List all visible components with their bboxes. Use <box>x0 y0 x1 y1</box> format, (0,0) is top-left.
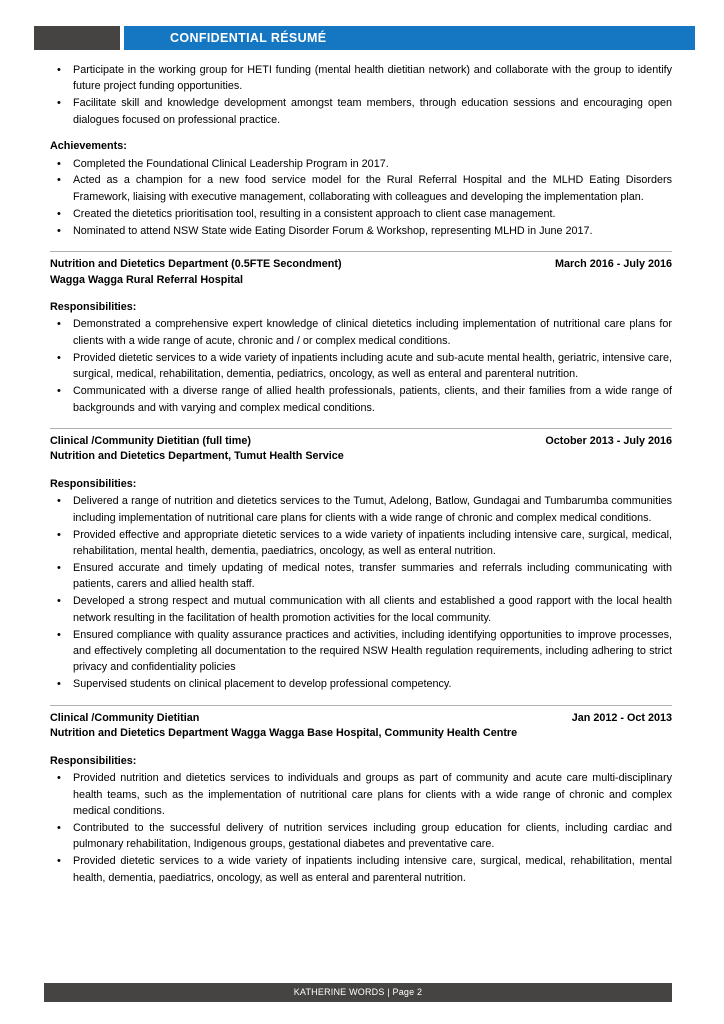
responsibilities-list <box>50 770 672 886</box>
list-item: • Demonstrated a comprehensive expert knowledge of clinical dietetics including implementation of nutritional care plans for clients with a wide range of acute, chronic and / or complex medical conditions. <box>50 316 672 349</box>
list-item: • Developed a strong respect and mutual communication with all clients and established a good rapport with the local health network resulting in the facilitation of health promotion activities for the local community. <box>50 593 672 626</box>
header-title: CONFIDENTIAL RÉSUMÉ <box>170 31 327 45</box>
document-footer <box>44 983 672 1002</box>
responsibilities-list <box>50 316 672 415</box>
list-item: • Acted as a champion for a new food service model for the Rural Referral Hospital and the MLHD Eating Disorders Framework, liaising with executive management, collaborating with colleagues and developing the implementation plan. <box>50 172 672 205</box>
list-item: • Ensured accurate and timely updating of medical notes, transfer summaries and referrals including communicating with patients, carers and allied health staff. <box>50 560 672 593</box>
header-accent-block <box>34 26 120 50</box>
achievements-list <box>50 156 672 240</box>
job-header-row <box>50 257 672 273</box>
section-divider <box>50 705 672 706</box>
list-item: • Ensured compliance with quality assurance practices and activities, including identifying opportunities to improve processes, and effectively completing all documentation to the required NSW Health regulation requirements, including adhering to strict privacy and confidentiality policies <box>50 627 672 676</box>
list-item: • Provided nutrition and dietetics services to individuals and groups as part of community and acute care multi-disciplinary health teams, such as the implementation of nutritional care plans for clients with a wide range of chronic and complex medical conditions. <box>50 770 672 819</box>
list-item: • Communicated with a diverse range of allied health professionals, patients, clients, and their families from a wide range of backgrounds and with varying and complex medical conditions. <box>50 383 672 416</box>
job-header-row <box>50 434 672 450</box>
job-title: Clinical /Community Dietitian (full time) <box>50 434 251 447</box>
list-item: • Contributed to the successful delivery of nutrition services including group education for clients, including cardiac and pulmonary rehabilitation, Indigenous groups, gestational diabetes and preventative care. <box>50 820 672 853</box>
responsibilities-list <box>50 493 672 692</box>
job-entry <box>50 428 672 693</box>
job-header-row <box>50 711 672 727</box>
job-title: Clinical /Community Dietitian <box>50 711 200 724</box>
list-item: • Created the dietetics prioritisation tool, resulting in a consistent approach to client case management. <box>50 206 672 222</box>
list-item: • Participate in the working group for HETI funding (mental health dietitian network) and collaborate with the group to identify future project funding opportunities. <box>50 62 672 95</box>
document-body <box>50 62 672 886</box>
header-banner <box>124 26 695 50</box>
responsibilities-label: Responsibilities: <box>50 477 137 490</box>
list-item: • Provided effective and appropriate dietetic services to a wide variety of inpatients including intensive care, surgical, medical, rehabilitation, mental health, dementia, paediatrics, oncology, as well as enteral nutrition. <box>50 527 672 560</box>
responsibilities-label: Responsibilities: <box>50 754 137 767</box>
job-organisation: Wagga Wagga Rural Referral Hospital <box>50 273 243 286</box>
list-item: • Provided dietetic services to a wide variety of inpatients including acute and sub-acute mental health, geriatric, intensive care, surgical, medical, rehabilitation, dementia, pediatrics, oncology, as well as enteral and parenteral nutrition. <box>50 350 672 383</box>
achievements-label: Achievements: <box>50 140 127 153</box>
job-entry <box>50 251 672 416</box>
list-item: • Supervised students on clinical placement to develop professional competency. <box>50 676 672 692</box>
job-organisation: Nutrition and Dietetics Department, Tumut Health Service <box>50 450 344 463</box>
job-dates: October 2013 - July 2016 <box>545 434 672 447</box>
job-dates: Jan 2012 - Oct 2013 <box>571 711 672 724</box>
job-organisation: Nutrition and Dietetics Department Wagga Wagga Base Hospital, Community Health Centre <box>50 727 518 740</box>
list-item: • Nominated to attend NSW State wide Eating Disorder Forum & Workshop, representing MLHD in June 2017. <box>50 223 672 239</box>
responsibilities-label: Responsibilities: <box>50 301 137 314</box>
job-entry <box>50 705 672 886</box>
document-header <box>0 26 724 50</box>
footer-text: KATHERINE WORDS | Page 2 <box>293 987 423 997</box>
section-divider <box>50 251 672 252</box>
list-item: • Delivered a range of nutrition and dietetics services to the Tumut, Adelong, Batlow, Gundagai and Tumbarumba communities including implementation of nutritional care plans for clients with a wide range of chronic and complex medical conditions. <box>50 493 672 526</box>
job-title: Nutrition and Dietetics Department (0.5FTE Secondment) <box>50 258 342 271</box>
top-bullet-list <box>50 62 672 128</box>
list-item: • Provided dietetic services to a wide variety of inpatients including intensive care, surgical, medical, rehabilitation, mental health, dementia, paediatrics, oncology, as well as enteral and parenteral nutrition. <box>50 853 672 886</box>
job-dates: March 2016 - July 2016 <box>554 258 672 271</box>
section-divider <box>50 428 672 429</box>
list-item: • Facilitate skill and knowledge development amongst team members, through education sessions and encouraging open dialogues focused on professional practice. <box>50 95 672 128</box>
list-item: • Completed the Foundational Clinical Leadership Program in 2017. <box>50 156 672 172</box>
